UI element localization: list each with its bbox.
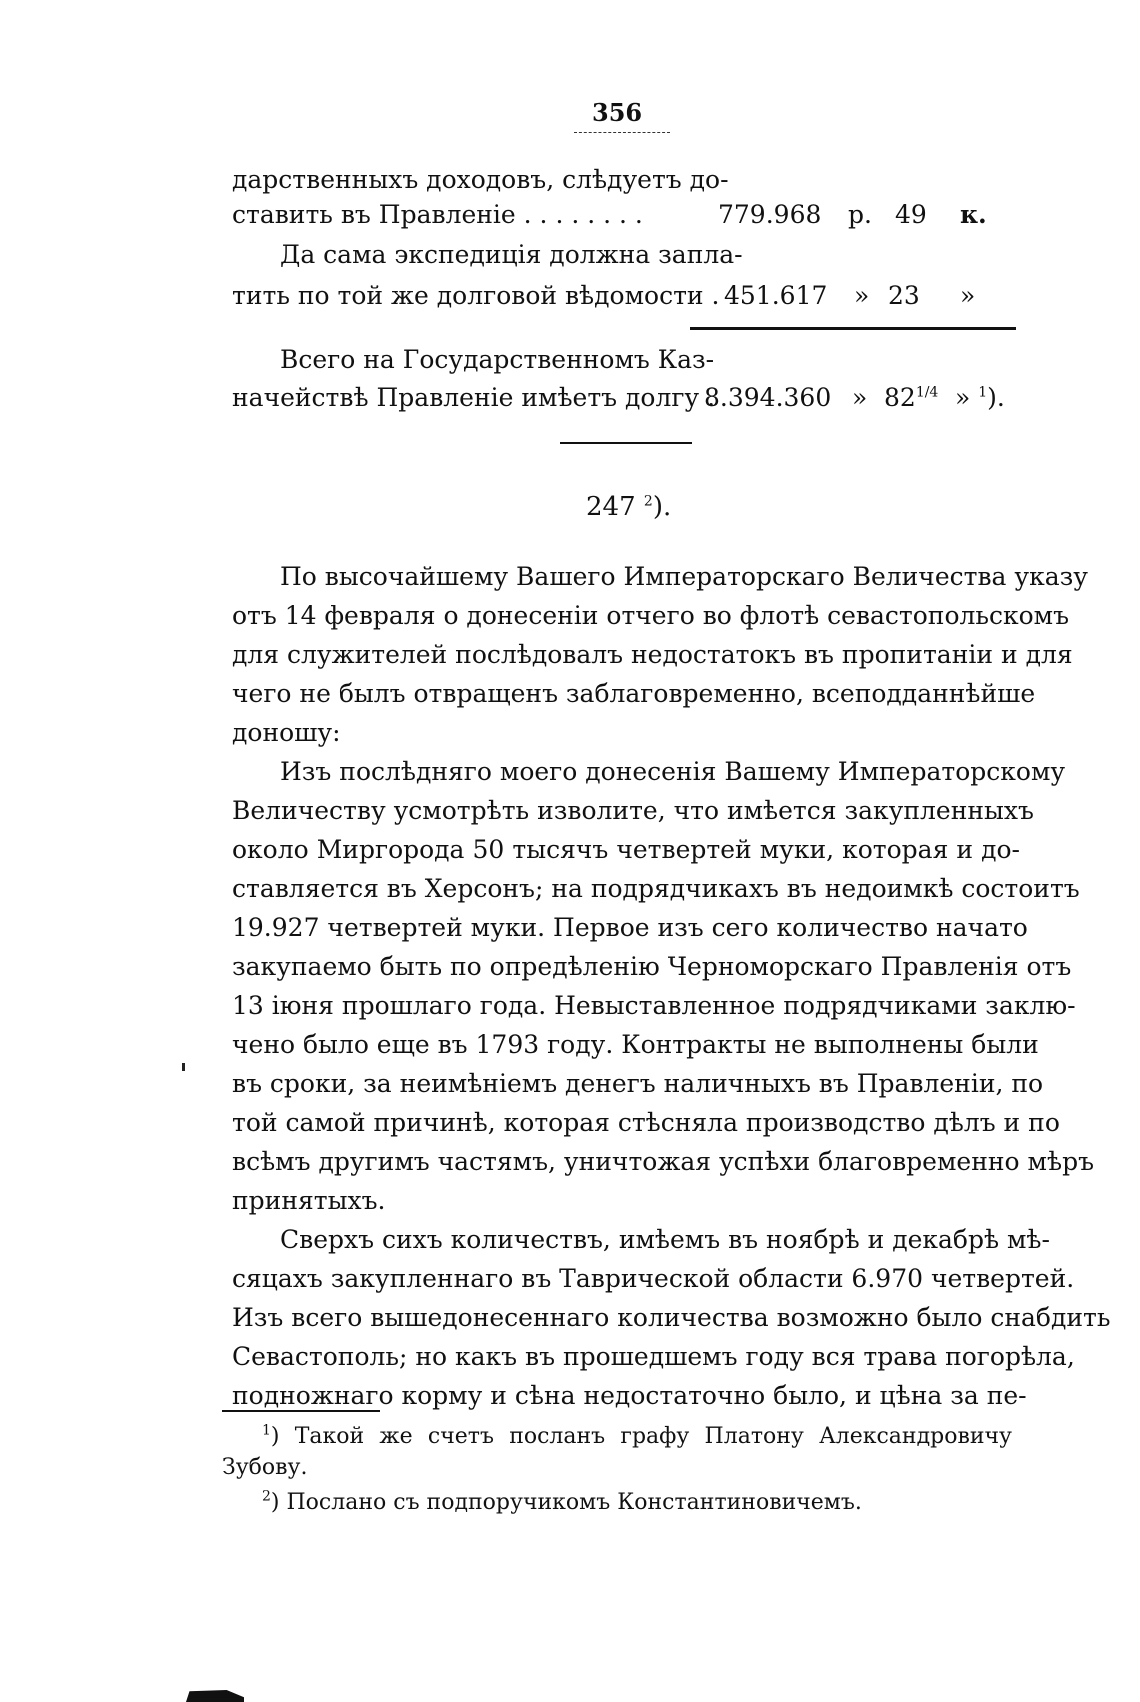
account-row1-rub-unit: р. <box>848 200 872 229</box>
body-line: для служителей послѣдовалъ недостатокъ въ пропитаніи и для <box>232 640 1073 669</box>
body-line: той самой причинѣ, которая стѣсняла производство дѣлъ и по <box>232 1108 1060 1137</box>
body-line: 13 іюня прошлаго года. Невыставленное подрядчиками заклю- <box>232 991 1076 1020</box>
account-total-kopecks: 82 <box>884 383 916 412</box>
footnote-1-line1: ) Такой же счетъ посланъ графу Платону Александровичу <box>270 1424 1012 1449</box>
account-total-line2: начействѣ Правленіе имѣетъ долгу . <box>232 383 716 412</box>
account-total-closing: ). <box>987 383 1005 412</box>
account-total-line1: Всего на Государственномъ Каз- <box>280 345 715 374</box>
document-footnote-ref: 2 <box>643 493 653 510</box>
body-line: сяцахъ закупленнаго въ Таврической области 6.970 четвертей. <box>232 1264 1075 1293</box>
footnote-2-marker: 2 <box>262 1488 271 1505</box>
body-line: Величеству усмотрѣть изволите, что имѣется закупленныхъ <box>232 796 1034 825</box>
body-line: ставляется въ Херсонъ; на подрядчикахъ въ недоимкѣ состоитъ <box>232 874 1080 903</box>
footnote-rule <box>222 1410 380 1412</box>
body-line: около Миргорода 50 тысячъ четвертей муки, которая и до- <box>232 835 1020 864</box>
account-row1-rubles: 779.968 <box>718 200 822 229</box>
body-line: доношу: <box>232 718 341 747</box>
account-row2-line1: Да сама экспедиція должна запла- <box>280 240 743 269</box>
footnote-2-line1: ) Послано съ подпоручикомъ Константиновичемъ. <box>270 1490 862 1515</box>
scan-edge-mark <box>186 1690 244 1702</box>
account-total-footnote-ref: 1 <box>978 384 988 401</box>
page-number-rule <box>574 132 670 133</box>
account-row1-line2: ставить въ Правленіе . . . . . . . . <box>232 200 643 229</box>
section-separator <box>560 442 692 444</box>
document-number-closing: ). <box>652 492 672 522</box>
body-line: принятыхъ. <box>232 1186 386 1215</box>
account-total-end <box>955 381 1005 415</box>
account-row2-kopecks: 23 <box>888 281 920 310</box>
account-row2-kop-unit: » <box>960 281 976 310</box>
body-line: закупаемо быть по опредѣленію Черноморскаго Правленія отъ <box>232 952 1072 981</box>
body-line: Сверхъ сихъ количествъ, имѣемъ въ ноябрѣ и декабрѣ мѣ- <box>280 1225 1050 1254</box>
account-row2-line2: тить по той же долговой вѣдомости . <box>232 281 720 310</box>
body-line: Изъ послѣдняго моего донесенія Вашему Императорскому <box>280 757 1066 786</box>
body-line: въ сроки, за неимѣніемъ денегъ наличныхъ въ Правленіи, по <box>232 1069 1044 1098</box>
body-line: Севастополь; но какъ въ прошедшемъ году вся трава погорѣла, <box>232 1342 1075 1371</box>
body-line: подножнаго корму и сѣна недостаточно было, и цѣна за пе- <box>232 1381 1027 1410</box>
body-line: Изъ всего вышедонесеннаго количества возможно было снабдить <box>232 1303 1111 1332</box>
body-line: По высочайшему Вашего Императорскаго Величества указу <box>280 562 1088 591</box>
body-line: всѣмъ другимъ частямъ, уничтожая успѣхи благовременно мѣръ <box>232 1147 1094 1176</box>
body-line: отъ 14 февраля о донесеніи отчего во флотѣ севастопольскомъ <box>232 601 1070 630</box>
body-line: чего не былъ отвращенъ заблаговременно, всеподданнѣйше <box>232 679 1036 708</box>
footnote-1-line2: Зубову. <box>222 1455 308 1480</box>
document-number-heading <box>586 492 671 522</box>
account-total-kopecks-group <box>884 381 938 415</box>
account-total-kopecks-fraction: 1/4 <box>915 384 939 401</box>
footnote-1-marker: 1 <box>262 1422 271 1439</box>
document-number: 247 <box>586 492 636 522</box>
account-row1-line1: дарственныхъ доходовъ, слѣдуетъ до- <box>232 165 729 194</box>
account-row2-rubles: 451.617 <box>724 281 828 310</box>
account-total-rub-unit: » <box>852 383 868 412</box>
account-row1-kop-unit: к. <box>960 200 987 229</box>
page-number: 356 <box>592 98 643 127</box>
account-total-kop-unit: » <box>955 383 971 412</box>
body-line: чено было еще въ 1793 году. Контракты не выполнены были <box>232 1030 1039 1059</box>
footnote-2 <box>262 1488 862 1518</box>
footnote-1 <box>262 1422 1012 1452</box>
account-row2-rub-unit: » <box>854 281 870 310</box>
stray-mark <box>182 1063 185 1071</box>
account-row1-kopecks: 49 <box>895 200 927 229</box>
sum-rule <box>690 327 1016 330</box>
body-line: 19.927 четвертей муки. Первое изъ сего количество начато <box>232 913 1028 942</box>
account-total-rubles: 8.394.360 <box>704 383 832 412</box>
